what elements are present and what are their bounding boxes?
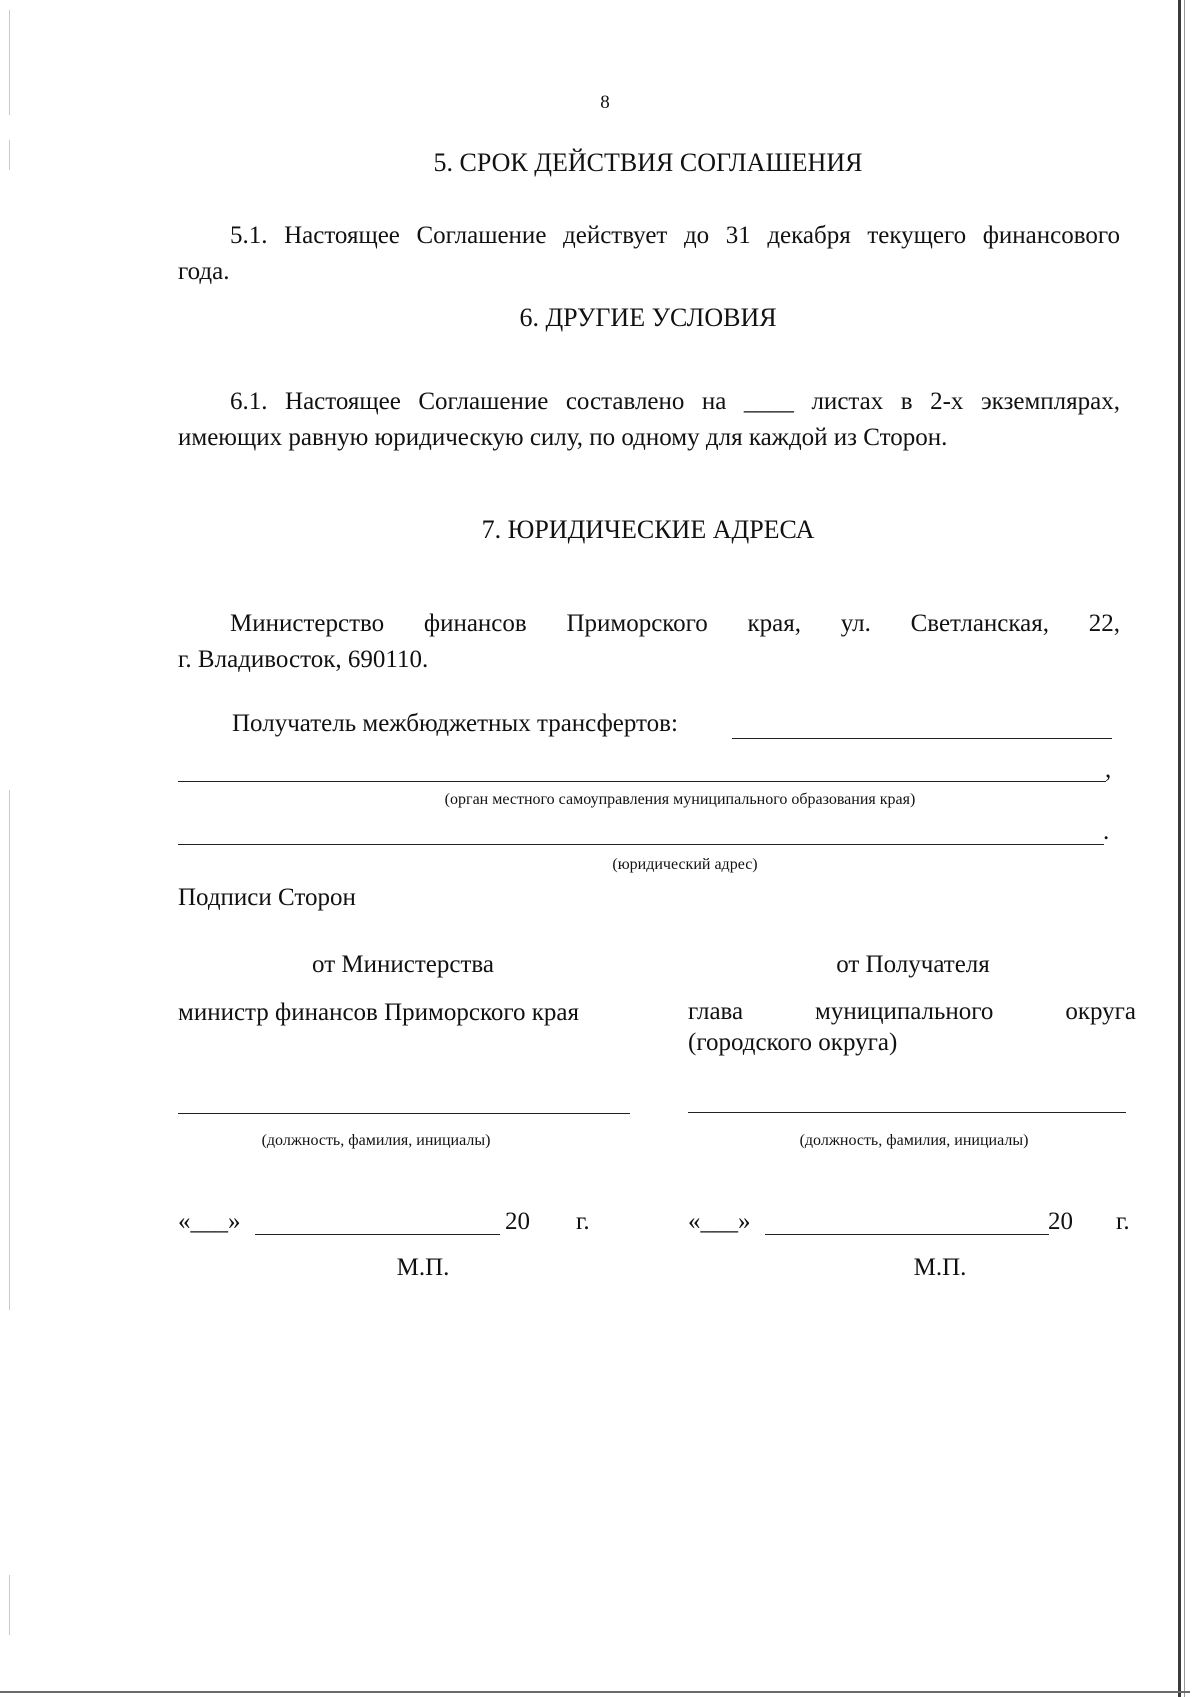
section6-heading: 6. ДРУГИЕ УСЛОВИЯ <box>519 303 777 332</box>
organ-line-comma: , <box>1105 756 1112 783</box>
section5-paragraph-line2: года. <box>178 258 230 285</box>
section6-paragraph-line2: имеющих равную юридическую силу, по одному для каждой из Сторон. <box>178 424 948 451</box>
signature-left-stamp: М.П. <box>396 1254 450 1281</box>
signature-right-position-line1: глава муниципального округа <box>688 998 1136 1025</box>
signature-left-date-g: г. <box>576 1208 590 1235</box>
address-line-period: . <box>1103 818 1110 845</box>
signature-left-line <box>178 1113 630 1114</box>
scan-mark-left <box>9 10 10 115</box>
section6-paragraph-line1: 6.1. Настоящее Соглашение составлено на ____ листах в 2-х экземплярах, <box>230 388 1120 415</box>
organ-blank-line <box>178 781 1106 782</box>
recipient-blank-line <box>732 738 1112 739</box>
scan-mark-left <box>9 1575 10 1635</box>
ministry-address-line2: г. Владивосток, 690110. <box>178 646 429 673</box>
recipient-label: Получатель межбюджетных трансфертов: <box>232 710 678 737</box>
scan-edge-right-inner <box>1184 0 1185 1697</box>
scan-mark-left <box>9 140 10 170</box>
signature-right-stamp: М.П. <box>913 1254 967 1281</box>
section5-paragraph-line1: 5.1. Настоящее Соглашение действует до 31 декабря текущего финансового <box>230 222 1120 249</box>
signature-right-date-month-line <box>765 1234 1049 1235</box>
scan-edge-bottom <box>0 1691 1190 1693</box>
signatures-title: Подписи Сторон <box>178 884 356 911</box>
ministry-address-line1: Министерство финансов Приморского края, ул. Светланская, 22, <box>230 610 1120 637</box>
signature-right-date-day: «___» <box>688 1208 751 1235</box>
signature-left-date-year: 20 <box>505 1208 530 1235</box>
signature-right-position-line2: (городского округа) <box>688 1029 898 1056</box>
signature-right-line <box>688 1112 1126 1113</box>
signature-right-caption: (должность, фамилия, инициалы) <box>799 1132 1029 1149</box>
scan-edge-right <box>1178 0 1181 1697</box>
signature-right-date-g: г. <box>1116 1208 1130 1235</box>
address-blank-line <box>178 844 1104 845</box>
signature-left-from: от Министерства <box>312 951 494 978</box>
address-caption: (юридический адрес) <box>612 856 758 873</box>
signature-left-date-day: «___» <box>178 1208 241 1235</box>
signature-left-position: министр финансов Приморского края <box>178 999 579 1026</box>
signature-right-date-year: 20 <box>1048 1208 1073 1235</box>
signature-left-caption: (должность, фамилия, инициалы) <box>261 1132 491 1149</box>
section7-heading: 7. ЮРИДИЧЕСКИЕ АДРЕСА <box>481 515 815 544</box>
signature-right-from: от Получателя <box>836 951 990 978</box>
organ-caption: (орган местного самоуправления муниципального образования края) <box>444 791 916 808</box>
page-number: 8 <box>600 92 610 113</box>
section5-heading: 5. СРОК ДЕЙСТВИЯ СОГЛАШЕНИЯ <box>433 148 863 177</box>
scan-mark-left <box>9 790 10 1310</box>
signature-left-date-month-line <box>255 1234 500 1235</box>
